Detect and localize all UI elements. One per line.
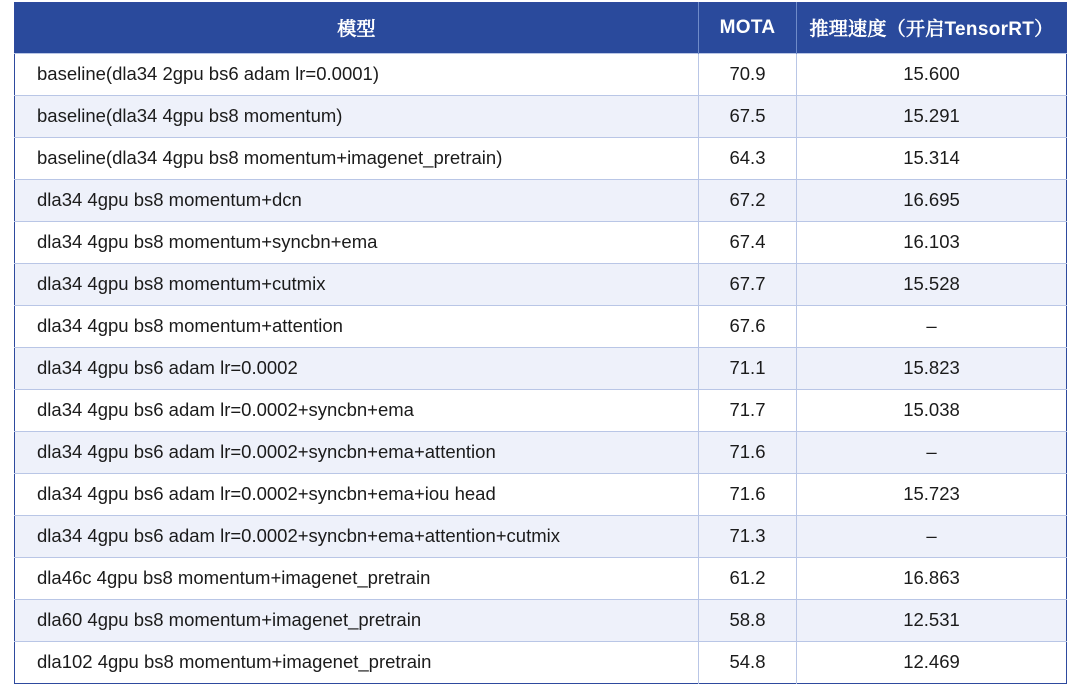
- cell-mota: 67.7: [699, 264, 797, 306]
- cell-model: baseline(dla34 2gpu bs6 adam lr=0.0001): [15, 54, 699, 96]
- cell-mota: 61.2: [699, 558, 797, 600]
- cell-speed: 12.469: [797, 642, 1067, 684]
- table-row: [15, 432, 1067, 474]
- cell-speed: 16.695: [797, 180, 1067, 222]
- cell-model: dla34 4gpu bs8 momentum+dcn: [15, 180, 699, 222]
- table-header: [15, 3, 1067, 54]
- table-row: [15, 516, 1067, 558]
- cell-mota: 67.6: [699, 306, 797, 348]
- cell-model: dla60 4gpu bs8 momentum+imagenet_pretrain: [15, 600, 699, 642]
- cell-model: dla34 4gpu bs8 momentum+syncbn+ema: [15, 222, 699, 264]
- cell-mota: 70.9: [699, 54, 797, 96]
- cell-mota: 54.8: [699, 642, 797, 684]
- cell-model: dla34 4gpu bs6 adam lr=0.0002+syncbn+ema: [15, 390, 699, 432]
- table-row: [15, 306, 1067, 348]
- cell-speed: –: [797, 432, 1067, 474]
- cell-speed: 12.531: [797, 600, 1067, 642]
- model-results-table: [14, 2, 1067, 684]
- cell-model: dla34 4gpu bs8 momentum+attention: [15, 306, 699, 348]
- cell-speed: 15.314: [797, 138, 1067, 180]
- cell-mota: 67.5: [699, 96, 797, 138]
- table-row: [15, 180, 1067, 222]
- cell-mota: 67.4: [699, 222, 797, 264]
- table-header-row: [15, 3, 1067, 54]
- cell-mota: 71.7: [699, 390, 797, 432]
- cell-model: dla34 4gpu bs6 adam lr=0.0002+syncbn+ema+attention: [15, 432, 699, 474]
- cell-speed: 16.103: [797, 222, 1067, 264]
- column-header-mota: MOTA: [699, 3, 797, 54]
- table-row: [15, 348, 1067, 390]
- cell-model: dla102 4gpu bs8 momentum+imagenet_pretrain: [15, 642, 699, 684]
- table-row: [15, 222, 1067, 264]
- cell-model: dla34 4gpu bs6 adam lr=0.0002+syncbn+ema+attention+cutmix: [15, 516, 699, 558]
- cell-model: dla46c 4gpu bs8 momentum+imagenet_pretrain: [15, 558, 699, 600]
- cell-speed: 16.863: [797, 558, 1067, 600]
- column-header-speed: 推理速度（开启TensorRT）: [797, 3, 1067, 54]
- table-row: [15, 600, 1067, 642]
- cell-speed: 15.528: [797, 264, 1067, 306]
- cell-model: baseline(dla34 4gpu bs8 momentum): [15, 96, 699, 138]
- table-row: [15, 138, 1067, 180]
- table-body: [15, 54, 1067, 684]
- cell-speed: 15.600: [797, 54, 1067, 96]
- cell-mota: 71.6: [699, 432, 797, 474]
- cell-model: dla34 4gpu bs8 momentum+cutmix: [15, 264, 699, 306]
- cell-mota: 71.3: [699, 516, 797, 558]
- cell-speed: –: [797, 306, 1067, 348]
- cell-mota: 64.3: [699, 138, 797, 180]
- cell-model: baseline(dla34 4gpu bs8 momentum+imagenet_pretrain): [15, 138, 699, 180]
- cell-speed: 15.291: [797, 96, 1067, 138]
- table-row: [15, 558, 1067, 600]
- table-row: [15, 642, 1067, 684]
- cell-speed: 15.038: [797, 390, 1067, 432]
- cell-mota: 71.1: [699, 348, 797, 390]
- results-table-container: [14, 0, 1066, 684]
- table-row: [15, 264, 1067, 306]
- table-row: [15, 474, 1067, 516]
- cell-speed: 15.723: [797, 474, 1067, 516]
- column-header-model: 模型: [15, 3, 699, 54]
- cell-mota: 67.2: [699, 180, 797, 222]
- cell-speed: 15.823: [797, 348, 1067, 390]
- cell-model: dla34 4gpu bs6 adam lr=0.0002+syncbn+ema+iou head: [15, 474, 699, 516]
- cell-mota: 58.8: [699, 600, 797, 642]
- cell-speed: –: [797, 516, 1067, 558]
- table-row: [15, 96, 1067, 138]
- cell-mota: 71.6: [699, 474, 797, 516]
- table-row: [15, 54, 1067, 96]
- table-row: [15, 390, 1067, 432]
- cell-model: dla34 4gpu bs6 adam lr=0.0002: [15, 348, 699, 390]
